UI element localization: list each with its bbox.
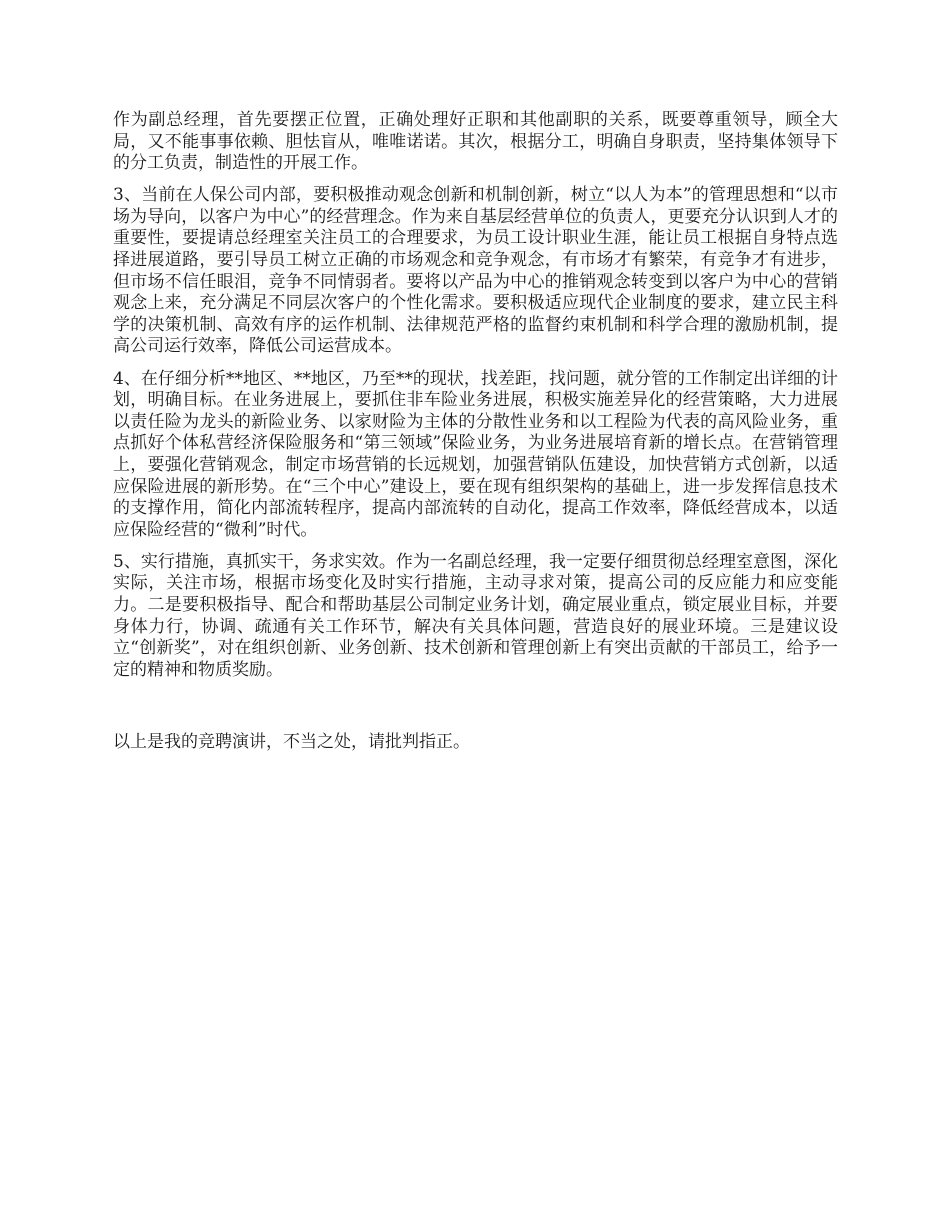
document-body — [113, 110, 838, 764]
paragraph-deputy-role: 作为副总经理，首先要摆正位置，正确处理好正职和其他副职的关系，既要尊重领导，顾全大局，又不能事事依赖、胆怯盲从，唯唯诺诺。其次，根据分工，明确自身职责，坚持集体领导下的分工负责，制造性的开展工作。 — [113, 110, 838, 174]
paragraph-item-4: 4、在仔细分析**地区、**地区，乃至**的现状，找差距，找问题，就分管的工作制定出详细的计划，明确目标。在业务进展上，要抓住非车险业务进展，积极实施差异化的经营策略，大力进展以责任险为龙头的新险业务、以家财险为主体的分散性业务和以工程险为代表的高风险业务，重点抓好个体私营经济保险服务和“第三领域”保险业务，为业务进展培育新的增长点。在营销管理上，要强化营销观念，制定市场营销的长远规划，加强营销队伍建设，加快营销方式创新，以适应保险进展的新形势。在“三个中心”建设上，要在现有组织架构的基础上，进一步发挥信息技术的支撑作用，简化内部流转程序，提高内部流转的自动化，提高工作效率，降低经营成本，以适应保险经营的“微利”时代。 — [113, 368, 838, 540]
closing-remark: 以上是我的竞聘演讲，不当之处，请批判指正。 — [113, 732, 470, 753]
paragraph-item-3: 3、当前在人保公司内部，要积极推动观念创新和机制创新，树立“以人为本”的管理思想和“以市场为导向，以客户为中心”的经营理念。作为来自基层经营单位的负责人，更要充分认识到人才的重要性，要提请总经理室关注员工的合理要求，为员工设计职业生涯，能让员工根据自身特点选择进展道路，要引导员工树立正确的市场观念和竞争观念，有市场才有繁荣，有竞争才有进步，但市场不信任眼泪，竞争不同情弱者。要将以产品为中心的推销观念转变到以客户为中心的营销观念上来，充分满足不同层次客户的个性化需求。要积极适应现代企业制度的要求，建立民主科学的决策机制、高效有序的运作机制、法律规范严格的监督约束机制和科学合理的激励机制，提高公司运行效率，降低公司运营成本。 — [113, 185, 838, 357]
paragraph-item-5: 5、实行措施，真抓实干，务求实效。作为一名副总经理，我一定要仔细贯彻总经理室意图，深化实际，关注市场，根据市场变化及时实行措施，主动寻求对策，提高公司的反应能力和应变能力。二是要积极指导、配合和帮助基层公司制定业务计划，确定展业重点，锁定展业目标，并要身体力行，协调、疏通有关工作环节，解决有关具体问题，营造良好的展业环境。三是建议设立“创新奖”，对在组织创新、业务创新、技术创新和管理创新上有突出贡献的干部员工，给予一定的精神和物质奖励。 — [113, 551, 838, 680]
